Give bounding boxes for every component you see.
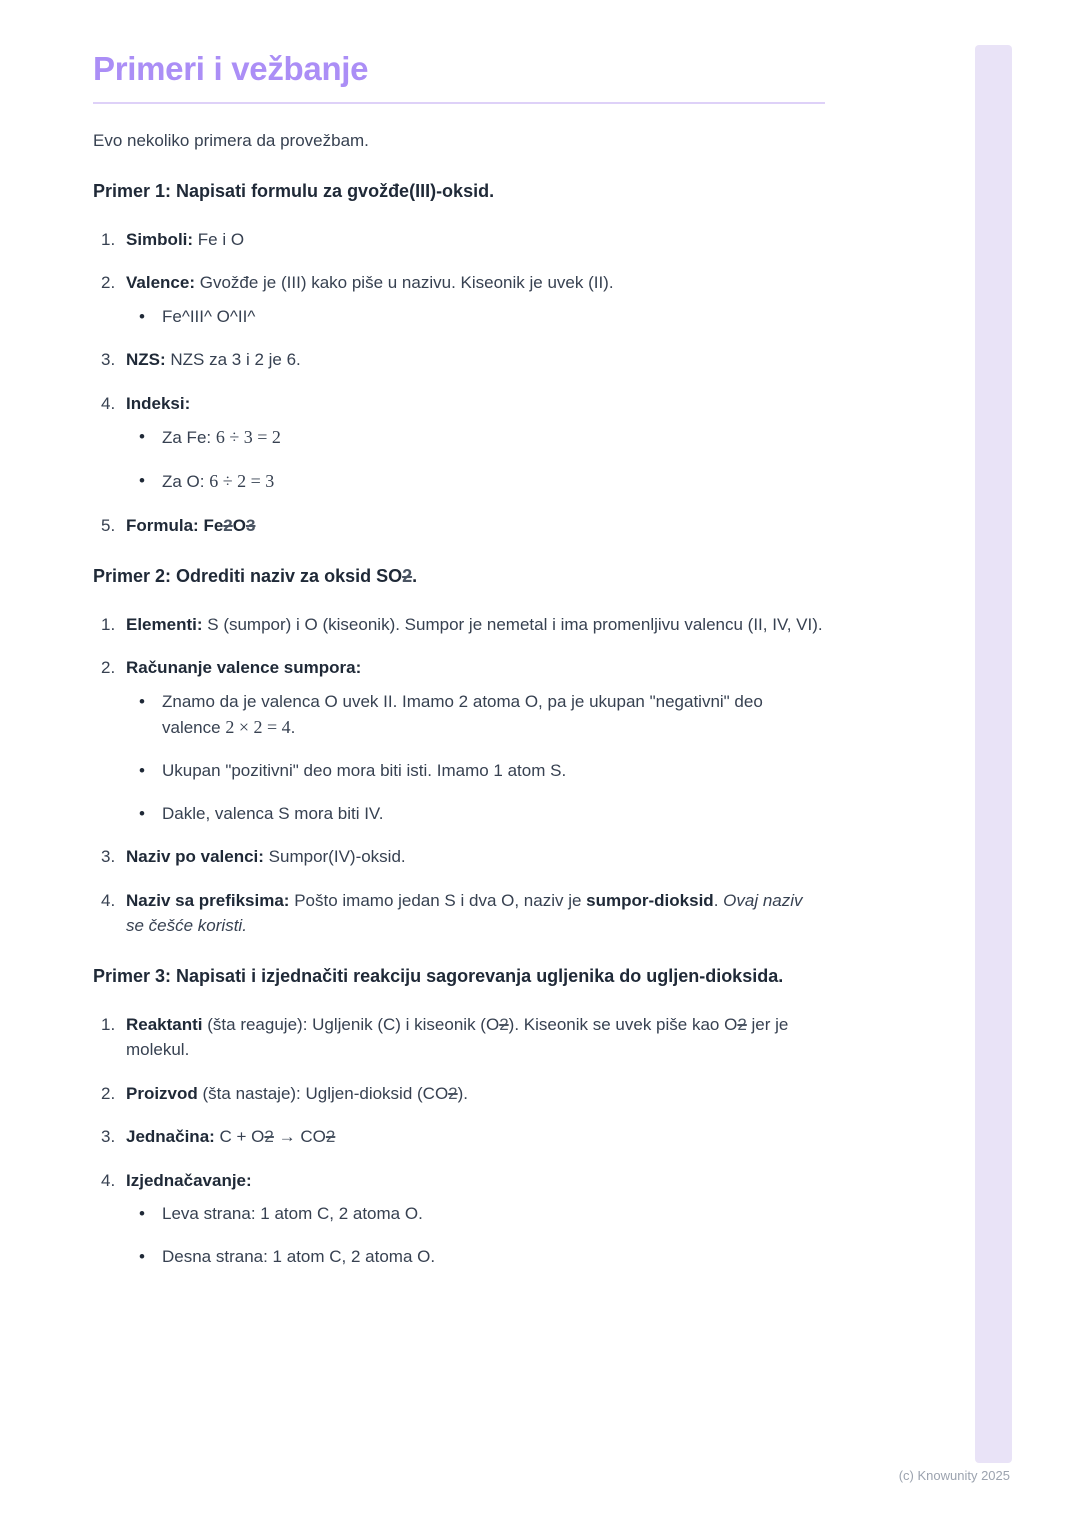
list-item-text [126,270,825,296]
list-item [93,612,825,638]
text-fragment: 2 [325,1127,336,1147]
text-fragment: Fe^III^ O^II^ [162,306,256,326]
text-fragment: Naziv sa prefiksima: [126,890,290,910]
text-fragment: Simboli: [126,229,194,249]
text-fragment: . [713,890,724,910]
bullet-text [162,424,825,451]
list-item-text [126,513,825,539]
text-fragment: Računanje valence sumpora: [126,658,362,678]
note-content [93,48,825,1287]
list-item-text [126,655,825,681]
list-item-text [126,1012,825,1063]
bullet-item [139,424,825,451]
text-fragment: Elementi: [126,614,203,634]
text-fragment: Proizvod [126,1083,198,1103]
list-item-text [126,1124,825,1150]
text-fragment: Pošto imamo jedan S i dva O, naziv je [289,890,587,910]
text-fragment: Izjednačavanje: [126,1170,252,1190]
bullet-text [162,758,825,784]
text-fragment: 2 [402,565,413,586]
text-fragment: Znamo da je valenca O uvek II. Imamo 2 atoma O, pa je ukupan "negativni" deo valence [162,691,763,738]
copyright-note: (c) Knowunity 2025 [898,1468,1010,1483]
text-fragment: . [290,718,296,738]
bullet-text [162,304,825,330]
text-fragment: 2 [499,1014,509,1034]
text-fragment: Gvožđe je (III) kako piše u nazivu. Kiseonik je uvek (II). [195,273,614,293]
text-fragment: O [232,516,246,536]
bullet-text [162,1201,825,1227]
list-item-text [126,1081,825,1107]
list-item [93,1168,825,1270]
text-fragment: 3 [246,516,256,536]
text-fragment: Reaktanti [126,1014,203,1034]
text-fragment: NZS: [126,350,166,370]
bullet-item [139,689,825,742]
title-divider [93,102,825,104]
list-item-text [126,612,825,638]
bullet-text [162,689,825,742]
text-fragment: jer je molekul. [126,1014,789,1060]
bullet-text [162,801,825,827]
sub-bullet-list [126,689,825,827]
text-fragment: Za Fe: [162,428,216,448]
text-fragment: Primer 1: Napisati formulu za gvožđe(III)-oksid. [93,180,495,201]
bullet-item [139,1244,825,1270]
example-3-section [93,963,825,1270]
list-item [93,227,825,253]
text-fragment: 2 × 2 = 4 [225,717,291,738]
page-title: Primeri i vežbanje [93,50,369,87]
text-fragment: Indeksi: [126,393,191,413]
text-fragment: (šta reaguje): Ugljenik (C) i kiseonik (O [202,1014,500,1034]
sub-bullet-list [126,424,825,495]
text-fragment: NZS za 3 i 2 je 6. [165,350,301,370]
list-item [93,270,825,329]
intro-paragraph: Evo nekoliko primera da provežbam. [93,131,369,151]
list-item-text [126,391,825,417]
text-fragment: sumpor-dioksid [586,890,714,910]
example-2-steps [93,612,825,939]
example-1-heading [93,178,825,205]
list-item [93,1012,825,1063]
scrollbar[interactable] [975,45,1012,1463]
list-item [93,391,825,496]
bullet-text [162,1244,825,1270]
text-fragment: 2 [737,1014,747,1034]
text-fragment: Leva strana: 1 atom C, 2 atoma O. [162,1204,423,1224]
text-fragment: Sumpor(IV)-oksid. [263,847,406,867]
list-item-text [126,844,825,870]
list-item-text [126,1168,825,1194]
example-3-heading [93,963,825,990]
text-fragment: Valence: [126,273,195,293]
list-item-text [126,227,825,253]
text-fragment: Fe i O [193,229,245,249]
list-item [93,844,825,870]
list-item [93,655,825,826]
text-fragment: ). [457,1083,469,1103]
text-fragment: Ukupan "pozitivni" deo mora biti isti. Imamo 1 atom S. [162,761,567,781]
bullet-item [139,801,825,827]
list-item [93,1081,825,1107]
text-fragment: 2 [223,516,233,536]
text-fragment: S (sumpor) i O (kiseonik). Sumpor je nemetal i ima promenljivu valencu (II, IV, VI). [202,614,823,634]
sub-bullet-list [126,1201,825,1269]
bullet-text [162,468,825,495]
text-fragment: Za O: [162,472,210,492]
bullet-item [139,468,825,495]
list-item [93,347,825,373]
text-fragment: (šta nastaje): Ugljen-dioksid (CO [197,1083,449,1103]
bullet-item [139,758,825,784]
text-fragment: 6 ÷ 3 = 2 [215,427,281,448]
list-item [93,513,825,539]
bullet-item [139,304,825,330]
text-fragment: C + O [214,1127,265,1147]
text-fragment: Jednačina: [126,1127,215,1147]
list-item-text [126,347,825,373]
text-fragment: 6 ÷ 2 = 3 [209,471,275,492]
text-fragment: Dakle, valenca S mora biti IV. [162,803,384,823]
example-2-heading [93,563,825,590]
list-item [93,1124,825,1150]
text-fragment: Ovaj naziv se češće koristi. [126,890,803,936]
text-fragment: Naziv po valenci: [126,847,264,867]
text-fragment: 2 [264,1127,274,1147]
text-fragment: Desna strana: 1 atom C, 2 atoma O. [162,1246,436,1266]
list-item-text [126,888,825,939]
text-fragment: → CO [273,1127,326,1147]
text-fragment: Primer 2: Odrediti naziv za oksid SO [93,565,403,586]
example-2-section [93,563,825,939]
example-1-steps [93,227,825,539]
text-fragment: ). Kiseonik se uvek piše kao O [508,1014,738,1034]
example-3-steps [93,1012,825,1270]
text-fragment: . [412,565,418,586]
sub-bullet-list [126,304,825,330]
text-fragment: 2 [448,1083,458,1103]
list-item [93,888,825,939]
text-fragment: Primer 3: Napisati i izjednačiti reakciju sagorevanja ugljenika do ugljen-dioksida. [93,965,784,986]
example-1-section [93,178,825,539]
text-fragment: Formula: Fe [126,516,224,536]
bullet-item [139,1201,825,1227]
